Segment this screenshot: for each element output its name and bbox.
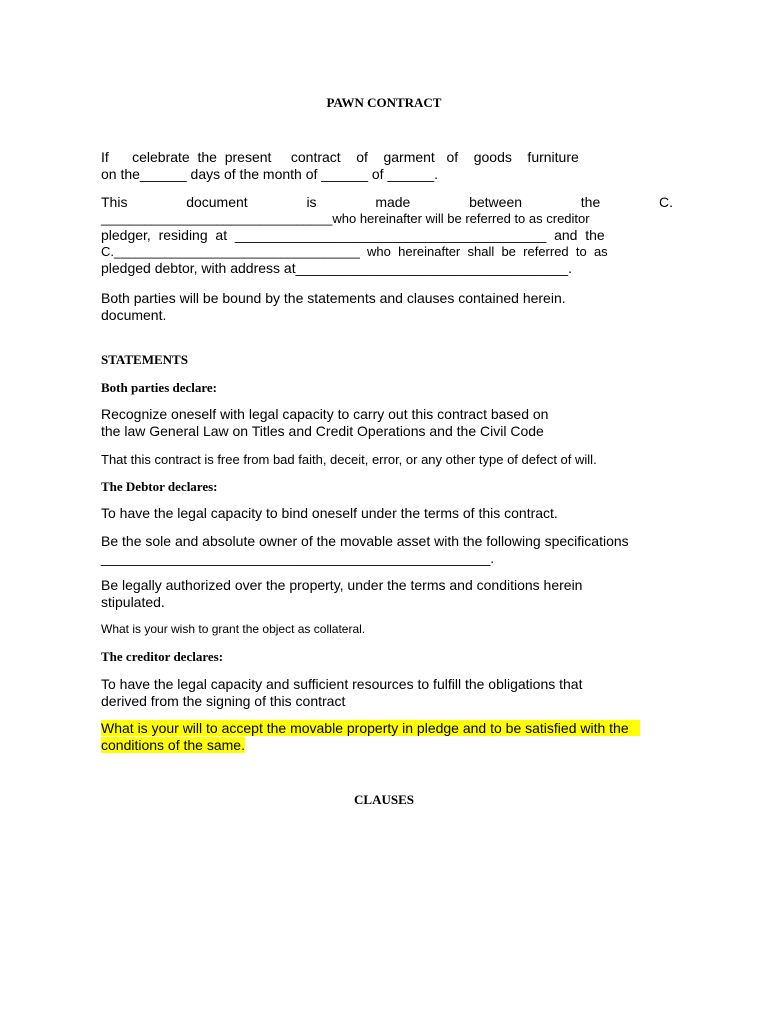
both-paragraph-2: That this contract is free from bad faith, deceit, error, or any other type of defect of will. (101, 452, 597, 467)
parties-word: made (375, 194, 411, 210)
document-title: PAWN CONTRACT (326, 95, 442, 110)
bound-line-1: Both parties will be bound by the statements and clauses contained herein. (101, 290, 566, 306)
debtor-p3-line-1: Be legally authorized over the property, under the terms and conditions herein (101, 577, 583, 593)
intro-paragraph (101, 149, 579, 183)
both-p1-line-1: Recognize oneself with legal capacity to carry out this contract based on (101, 406, 549, 422)
parties-line-4: C.__________________________________ who hereinafter shall be referred to as (101, 244, 608, 259)
both-paragraph-1 (101, 406, 548, 440)
creditor-paragraph-2 (101, 720, 640, 754)
parties-word: This (101, 194, 128, 210)
debtor-p2-line-2: __________________________________________________. (101, 550, 495, 566)
creditor-p2-highlight-line-1: What is your will to accept the movable property in pledge and to be satisfied with the (101, 720, 641, 736)
debtor-paragraph-1: To have the legal capacity to bind oneself under the terms of this contract. (101, 505, 558, 521)
parties-word: is (306, 194, 317, 210)
creditor-p2-highlight-line-2: conditions of the same. (101, 737, 245, 753)
parties-paragraph (101, 194, 673, 277)
both-p1-line-2: the law General Law on Titles and Credit Operations and the Civil Code (101, 423, 544, 439)
intro-line-1: If celebrate the present contract of garment of goods furniture (101, 149, 579, 165)
debtor-declares-heading: The Debtor declares: (101, 479, 218, 494)
debtor-p2-line-1: Be the sole and absolute owner of the movable asset with the following specifications (101, 533, 629, 549)
bound-line-2: document. (101, 307, 167, 323)
parties-line-1 (101, 194, 673, 211)
parties-word: the (580, 194, 601, 210)
statements-heading: STATEMENTS (101, 352, 188, 367)
creditor-p1-line-2: derived from the signing of this contract (101, 693, 346, 709)
bound-paragraph (101, 290, 566, 324)
intro-line-2: on the______ days of the month of ______ of ______. (101, 166, 439, 182)
parties-word: between (469, 194, 523, 210)
debtor-paragraph-4: What is your wish to grant the object as collateral. (101, 622, 366, 636)
creditor-paragraph-1 (101, 676, 582, 710)
creditor-p1-line-1: To have the legal capacity and sufficient resources to fulfill the obligations that (101, 676, 583, 692)
parties-word: C. (659, 194, 673, 210)
parties-line-5: pledged debtor, with address at___________________________________. (101, 260, 572, 276)
parties-word: document (186, 194, 248, 210)
parties-line-3: pledger, residing at ________________________________________ and the (101, 227, 605, 243)
clauses-heading: CLAUSES (354, 792, 414, 807)
parties-line-2: ________________________________who hereinafter will be referred to as creditor (101, 211, 590, 226)
debtor-paragraph-2 (101, 533, 629, 567)
both-parties-declare-heading: Both parties declare: (101, 380, 218, 395)
debtor-paragraph-3 (101, 577, 582, 611)
debtor-p3-line-2: stipulated. (101, 594, 165, 610)
creditor-declares-heading: The creditor declares: (101, 649, 224, 664)
